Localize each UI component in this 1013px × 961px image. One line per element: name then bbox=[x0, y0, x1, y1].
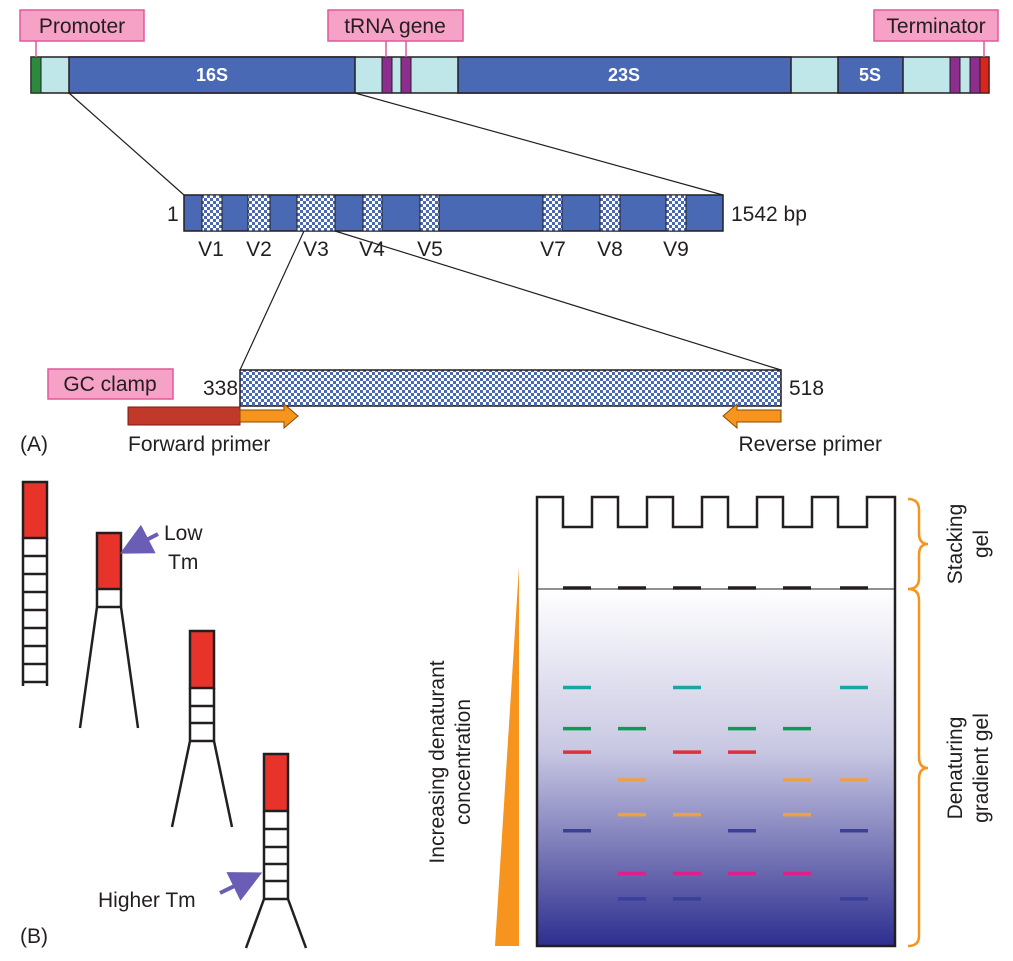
gene-end-label: 1542 bp bbox=[731, 203, 807, 226]
gradient-label-line2: concentration bbox=[452, 698, 475, 826]
denaturing-brace bbox=[908, 589, 928, 946]
operon-map bbox=[20, 10, 998, 93]
hairpin-2 bbox=[80, 533, 138, 728]
gc-clamp-bar bbox=[128, 407, 240, 425]
trna-block-1 bbox=[382, 57, 392, 93]
region-v4 bbox=[363, 195, 382, 231]
promoter-block bbox=[31, 57, 41, 93]
region-v7 bbox=[543, 195, 562, 231]
terminator-block bbox=[980, 57, 989, 93]
panel-b-label: (B) bbox=[20, 925, 48, 948]
dgge-gel bbox=[426, 497, 993, 946]
reverse-primer-label: Reverse primer bbox=[738, 433, 882, 456]
hairpin-3 bbox=[172, 631, 232, 827]
panel-a-label: (A) bbox=[20, 433, 48, 456]
forward-primer-arrow bbox=[240, 404, 298, 428]
region-v9 bbox=[666, 195, 686, 231]
v3-amplicon bbox=[240, 370, 781, 406]
region-v2 bbox=[248, 195, 270, 231]
promoter-label: Promoter bbox=[38, 15, 126, 38]
region-label: V9 bbox=[663, 238, 689, 261]
reverse-primer-arrow bbox=[723, 404, 781, 428]
gc-clamp-label: GC clamp bbox=[63, 373, 157, 396]
low-tm-arrow bbox=[127, 534, 158, 550]
region-label: V4 bbox=[359, 238, 385, 261]
gradient-label-line1: Increasing denaturant bbox=[426, 660, 449, 864]
terminator-label: Terminator bbox=[886, 15, 986, 38]
amplicon-start-label: 338 bbox=[203, 377, 239, 400]
region-label: V8 bbox=[597, 238, 623, 261]
stacking-brace bbox=[908, 499, 928, 589]
hairpin-4 bbox=[246, 754, 306, 948]
segment-5s-label: 5S bbox=[858, 65, 882, 85]
hairpin-1 bbox=[23, 482, 47, 686]
melting-labels bbox=[20, 522, 255, 948]
gene-16s-map bbox=[167, 195, 807, 261]
region-label: V3 bbox=[303, 238, 329, 261]
higher-tm-label: Higher Tm bbox=[98, 889, 196, 912]
low-tm-label-line1: Low bbox=[164, 522, 203, 545]
stacking-label-line2: gel bbox=[970, 529, 993, 559]
amplicon-end-label: 518 bbox=[789, 377, 825, 400]
region-v1 bbox=[202, 195, 222, 231]
trna-block-4 bbox=[970, 57, 980, 93]
melting-hairpins bbox=[23, 482, 306, 948]
region-v3 bbox=[297, 195, 335, 231]
segment-23s-label: 23S bbox=[607, 65, 641, 85]
gene-start-label: 1 bbox=[167, 203, 179, 226]
forward-primer-label: Forward primer bbox=[128, 433, 271, 456]
region-label: V7 bbox=[540, 238, 566, 261]
denaturing-label-line1: Denaturing bbox=[944, 716, 967, 820]
trna-block-3 bbox=[950, 57, 960, 93]
amplicon-map bbox=[20, 369, 882, 456]
higher-tm-arrow bbox=[220, 876, 255, 893]
zoom-line bbox=[69, 93, 184, 195]
denaturing-gel bbox=[537, 589, 895, 946]
stacking-label-line1: Stacking bbox=[944, 503, 967, 585]
denaturing-label-line2: gradient gel bbox=[970, 713, 993, 823]
trna-label: tRNA gene bbox=[344, 15, 446, 38]
region-v5 bbox=[420, 195, 439, 231]
region-label: V5 bbox=[417, 238, 443, 261]
zoom-line bbox=[355, 93, 723, 195]
region-label: V2 bbox=[246, 238, 272, 261]
region-label: V1 bbox=[198, 238, 224, 261]
segment-16s-label: 16S bbox=[195, 65, 229, 85]
trna-block-2 bbox=[401, 57, 411, 93]
denaturant-gradient-wedge bbox=[495, 567, 519, 946]
low-tm-label-line2: Tm bbox=[168, 551, 199, 574]
region-v8 bbox=[600, 195, 620, 231]
